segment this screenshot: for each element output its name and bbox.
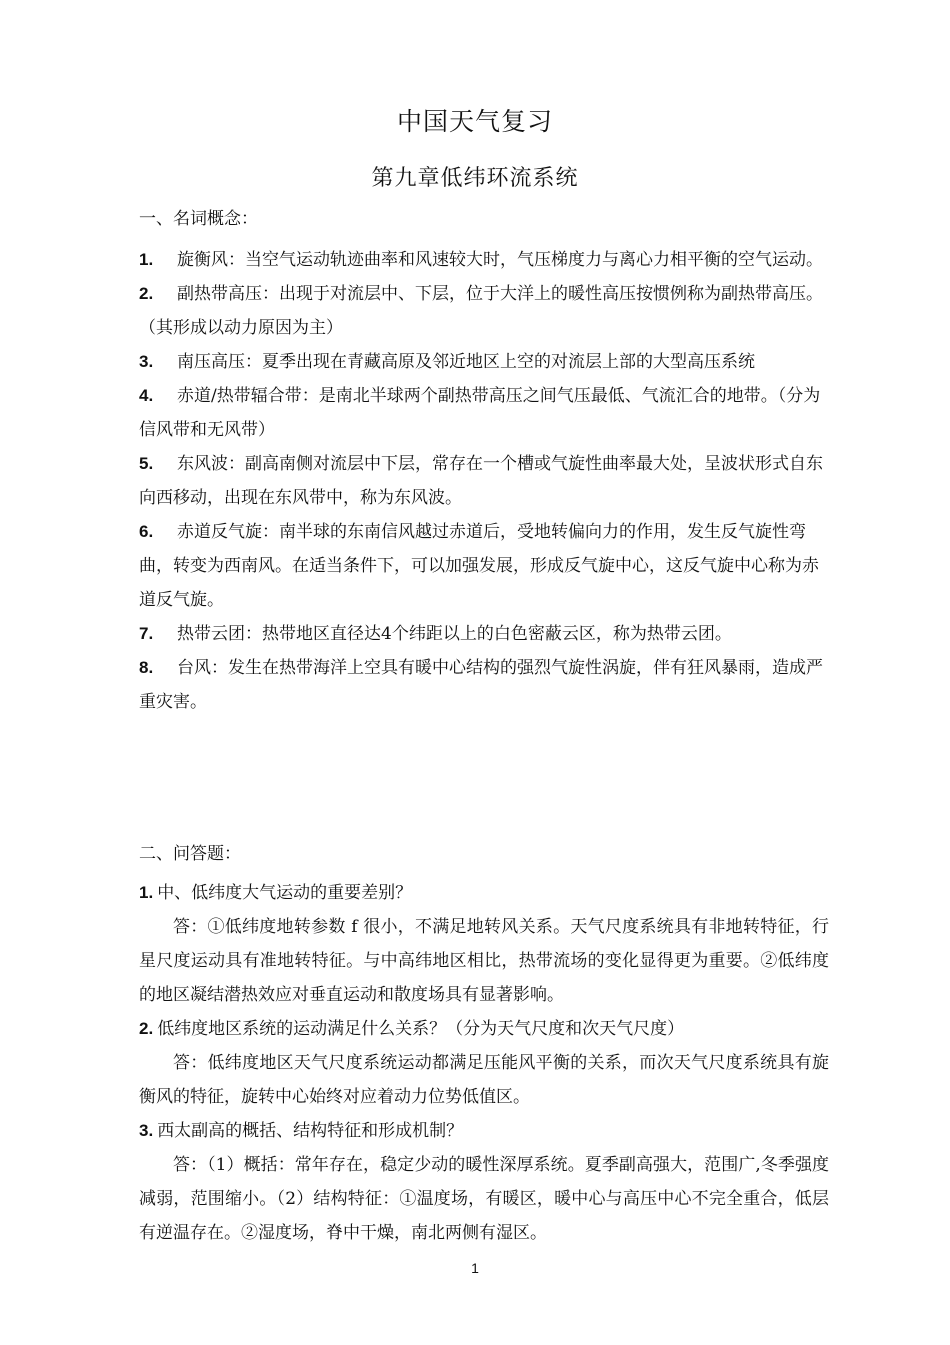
definition-item: 7. 热带云团：热带地区直径达4个纬距以上的白色密蔽云区，称为热带云团。 — [139, 624, 732, 644]
page-number: 1 — [471, 1260, 479, 1276]
answer: 答：（1）概括：常年存在，稳定少动的暖性深厚系统。夏季副高强大，范围广,冬季强度减弱，范围缩小。（2）结构特征：①温度场，有暖区，暖中心与高压中心不完全重合，低层有逆温存在。②湿度场，脊中干燥，南北两侧有湿区。 — [139, 1155, 829, 1243]
section-heading-terms: 一、名词概念： — [139, 209, 258, 229]
section-heading-qa: 二、问答题： — [139, 844, 241, 864]
document-title: 中国天气复习 — [396, 107, 553, 136]
question: 1. 中、低纬度大气运动的重要差别？ — [139, 883, 413, 903]
qa-list — [139, 876, 829, 1250]
definition-item: 3. 南压高压：夏季出现在青藏高原及邻近地区上空的对流层上部的大型高压系统 — [139, 352, 755, 372]
question: 3. 西太副高的概括、结构特征和形成机制？ — [139, 1121, 464, 1141]
question: 2. 低纬度地区系统的运动满足什么关系？（分为天气尺度和次天气尺度） — [139, 1019, 685, 1039]
answer: 答：①低纬度地转参数 f 很小，不满足地转风关系。天气尺度系统具有非地转特征，行星尺度运动具有准地转特征。与中高纬地区相比，热带流场的变化显得更为重要。②低纬度的地区凝结潜热效应对垂直运动和散度场具有显著影响。 — [139, 917, 829, 1005]
definition-item: 6. 赤道反气旋：南半球的东南信风越过赤道后，受地转偏向力的作用，发生反气旋性弯曲，转变为西南风。在适当条件下，可以加强发展，形成反气旋中心，这反气旋中心称为赤道反气旋。 — [139, 522, 819, 610]
definition-item: 4. 赤道/热带辐合带：是南北半球两个副热带高压之间气压最低、气流汇合的地带。（分为信风带和无风带） — [139, 386, 821, 440]
definitions-list — [139, 243, 829, 719]
definition-item: 8. 台风：发生在热带海洋上空具有暖中心结构的强烈气旋性涡旋，伴有狂风暴雨，造成严重灾害。 — [139, 658, 823, 712]
answer: 答：低纬度地区天气尺度系统运动都满足压能风平衡的关系，而次天气尺度系统具有旋衡风的特征，旋转中心始终对应着动力位势低值区。 — [139, 1053, 829, 1107]
definition-item: 2. 副热带高压：出现于对流层中、下层，位于大洋上的暖性高压按惯例称为副热带高压。（其形成以动力原因为主） — [139, 284, 823, 338]
definition-item: 1. 旋衡风：当空气运动轨迹曲率和风速较大时，气压梯度力与离心力相平衡的空气运动。 — [139, 250, 823, 270]
definition-item: 5. 东风波：副高南侧对流层中下层，常存在一个槽或气旋性曲率最大处，呈波状形式自东向西移动，出现在东风带中，称为东风波。 — [139, 454, 823, 508]
chapter-title: 第九章低纬环流系统 — [371, 166, 579, 191]
